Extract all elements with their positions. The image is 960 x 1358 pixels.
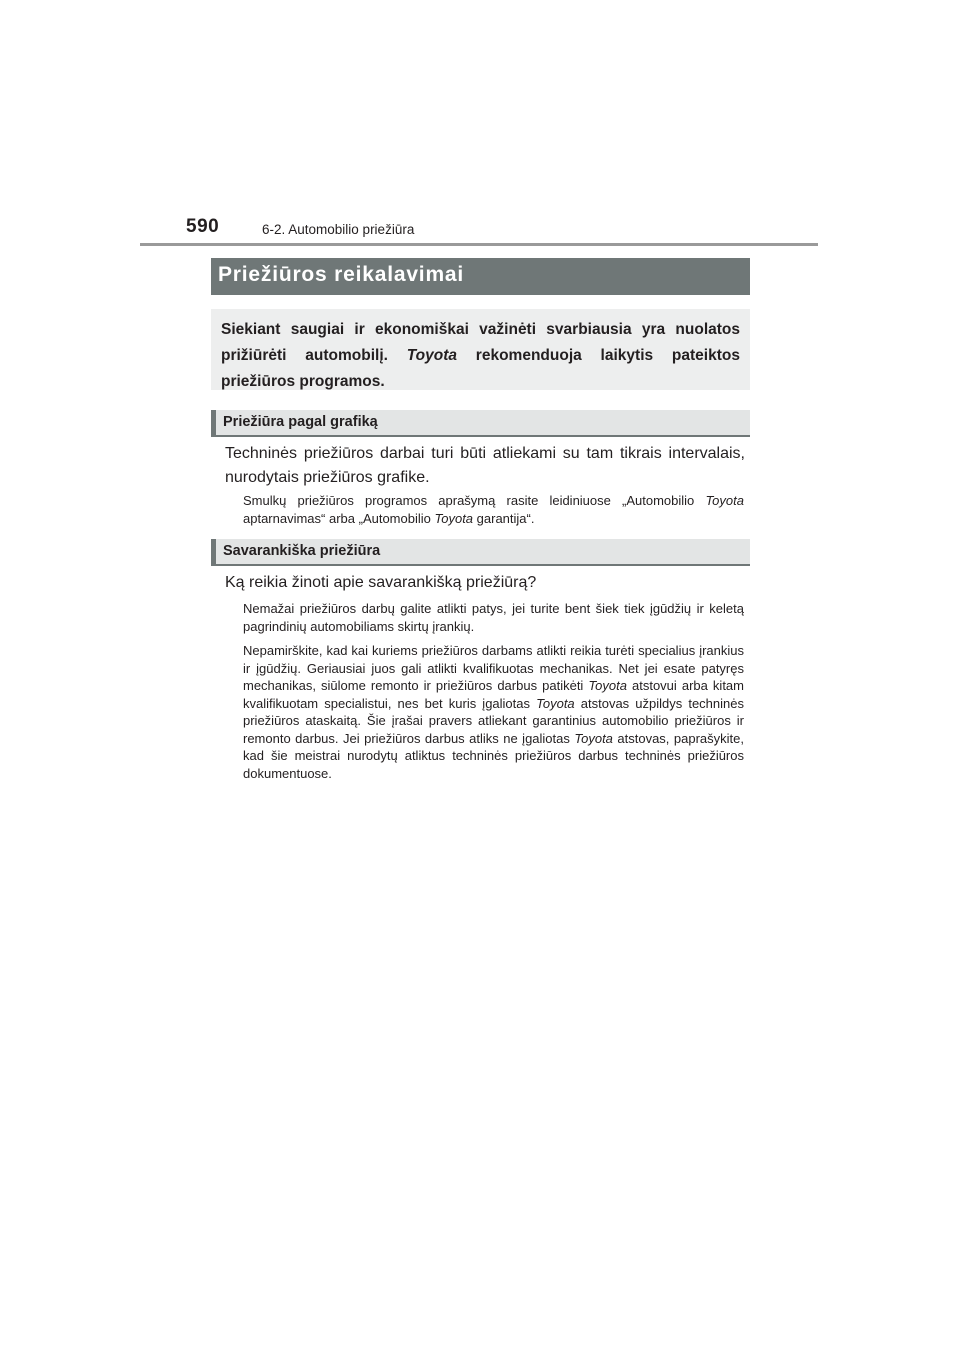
self-maintenance-para-1: Nemažai priežiūros darbų galite atlikti patys, jei turite bent šiek tiek įgūdžių ir keletą pagrindinių automobiliams skirtų įrankių. (243, 601, 744, 634)
header-divider (140, 243, 818, 246)
para2-brand-1: Toyota (588, 678, 627, 693)
self-maintenance-para-2 (243, 642, 744, 782)
self-maintenance-question: Ką reikia žinoti apie savarankišką priežiūrą? (225, 574, 537, 591)
intro-text-2: rekomenduoja laikytis pateiktos priežiūros programos. (221, 347, 740, 390)
note-text-1: Smulkų priežiūros programos aprašymą rasite leidiniuose „Automobilio (243, 493, 706, 508)
para2-text-4: atstovas, paprašykite, kad šie meistrai nurodytų atliktus techninės priežiūros darbus techninės priežiūros dokumentuose. (243, 730, 744, 781)
para2-text-2: atstovui arba kitam kvalifikuotam specialistui, nes bet kuris įgaliotas (243, 678, 744, 711)
note-text-2: aptarnavimas“ arba „Automobilio (243, 510, 435, 526)
intro-text-1: Siekiant saugiai ir ekonomiškai važinėti svarbiausia yra nuolatos prižiūrėti automobilį. (221, 321, 740, 364)
para2-brand-2: Toyota (536, 695, 575, 711)
intro-box (211, 309, 750, 390)
note-brand-1: Toyota (705, 493, 744, 508)
schedule-note (243, 492, 744, 527)
para2-text-1: Nepamirškite, kad kai kuriems priežiūros darbams atlikti reikia turėti specialius įrankius ir įgūdžių. Geriausiai juos gali atlikti kvalifikuotas mechanikas. Net jei esate patyręs mechanikas, siūlome remonto ir priežiūros darbus patikėti (243, 643, 744, 693)
page-title: Priežiūros reikalavimai (211, 258, 750, 295)
para2-text-3: atstovas užpildys techninės priežiūros ataskaitą. Šie įrašai pravers atliekant garantinius automobilio priežiūros ir remonto darbus. Jei priežiūros darbus atliks ne įgaliotas (243, 695, 744, 746)
schedule-body: Techninės priežiūros darbai turi būti atliekami su tam tikrais intervalais, nurodytais priežiūros grafike. (225, 445, 745, 486)
page-number: 590 (186, 216, 220, 237)
note-text-3: garantija“. (473, 510, 535, 526)
note-brand-2: Toyota (434, 510, 474, 526)
para2-brand-3: Toyota (574, 730, 613, 746)
section-heading-self-maintenance: Savarankiška priežiūra (211, 539, 750, 566)
section-heading-schedule: Priežiūra pagal grafiką (211, 410, 750, 437)
section-label: 6-2. Automobilio priežiūra (262, 222, 415, 237)
intro-brand: Toyota (406, 347, 457, 364)
